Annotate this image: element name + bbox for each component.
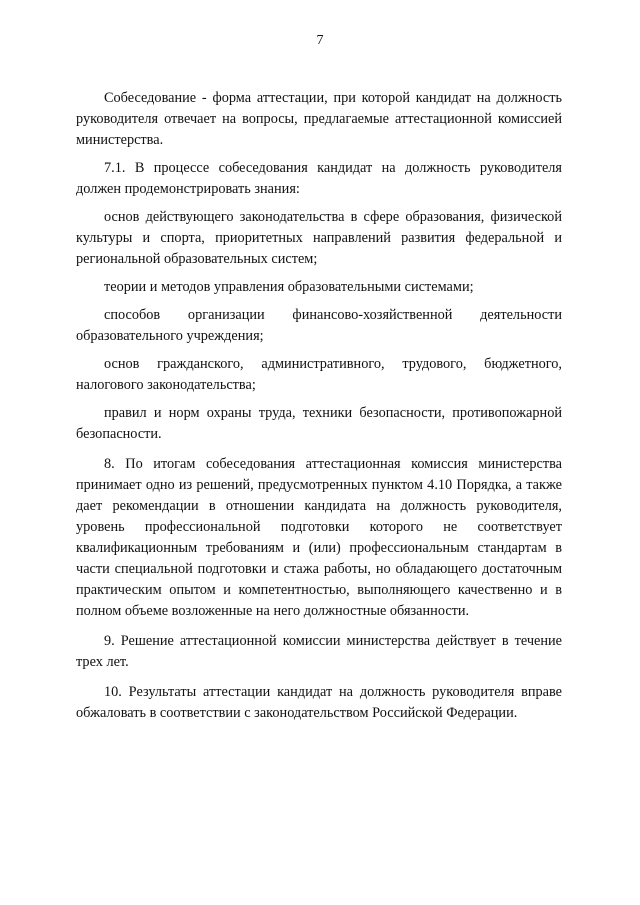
list-item-financial-activity: способов организации финансово-хозяйственной деятельности образовательного учреждения; bbox=[76, 307, 562, 344]
paragraph-7-1: 7.1. В процессе собеседования кандидат на должность руководителя должен продемонстрировать знания: bbox=[76, 160, 562, 197]
page-number: 7 bbox=[316, 33, 324, 48]
paragraph-10: 10. Результаты аттестации кандидат на должность руководителя вправе обжаловать в соответствии с законодательством Российской Федерации. bbox=[76, 684, 562, 721]
list-item-safety-rules: правил и норм охраны труда, техники безопасности, противопожарной безопасности. bbox=[76, 405, 562, 442]
list-item-legislation: основ действующего законодательства в сфере образования, физической культуры и спорта, приоритетных направлений развития федеральной и региональной образовательных систем; bbox=[76, 209, 562, 267]
paragraph-8: 8. По итогам собеседования аттестационная комиссия министерства принимает одно из решений, предусмотренных пунктом 4.10 Порядка, а также дает рекомендации в отношении кандидата на должность руководителя, уровень профессиональной подготовки которого не соответствует квалификационным требованиям и (или) профессиональным стандартам в части специальной подготовки и стажа работы, но обладающего достаточным практическим опытом и компетентностью, выполняющего качественно и в полном объеме возложенные на него должностные обязанности. bbox=[76, 456, 562, 619]
paragraph-interview-definition: Собеседование - форма аттестации, при которой кандидат на должность руководителя отвечает на вопросы, предлагаемые аттестационной комиссией министерства. bbox=[76, 90, 562, 148]
list-item-law-basics: основ гражданского, административного, трудового, бюджетного, налогового законодательства; bbox=[76, 356, 562, 393]
document-body bbox=[76, 88, 562, 731]
list-item-management-theory: теории и методов управления образовательными системами; bbox=[104, 279, 474, 295]
paragraph-9: 9. Решение аттестационной комиссии министерства действует в течение трех лет. bbox=[76, 633, 562, 670]
